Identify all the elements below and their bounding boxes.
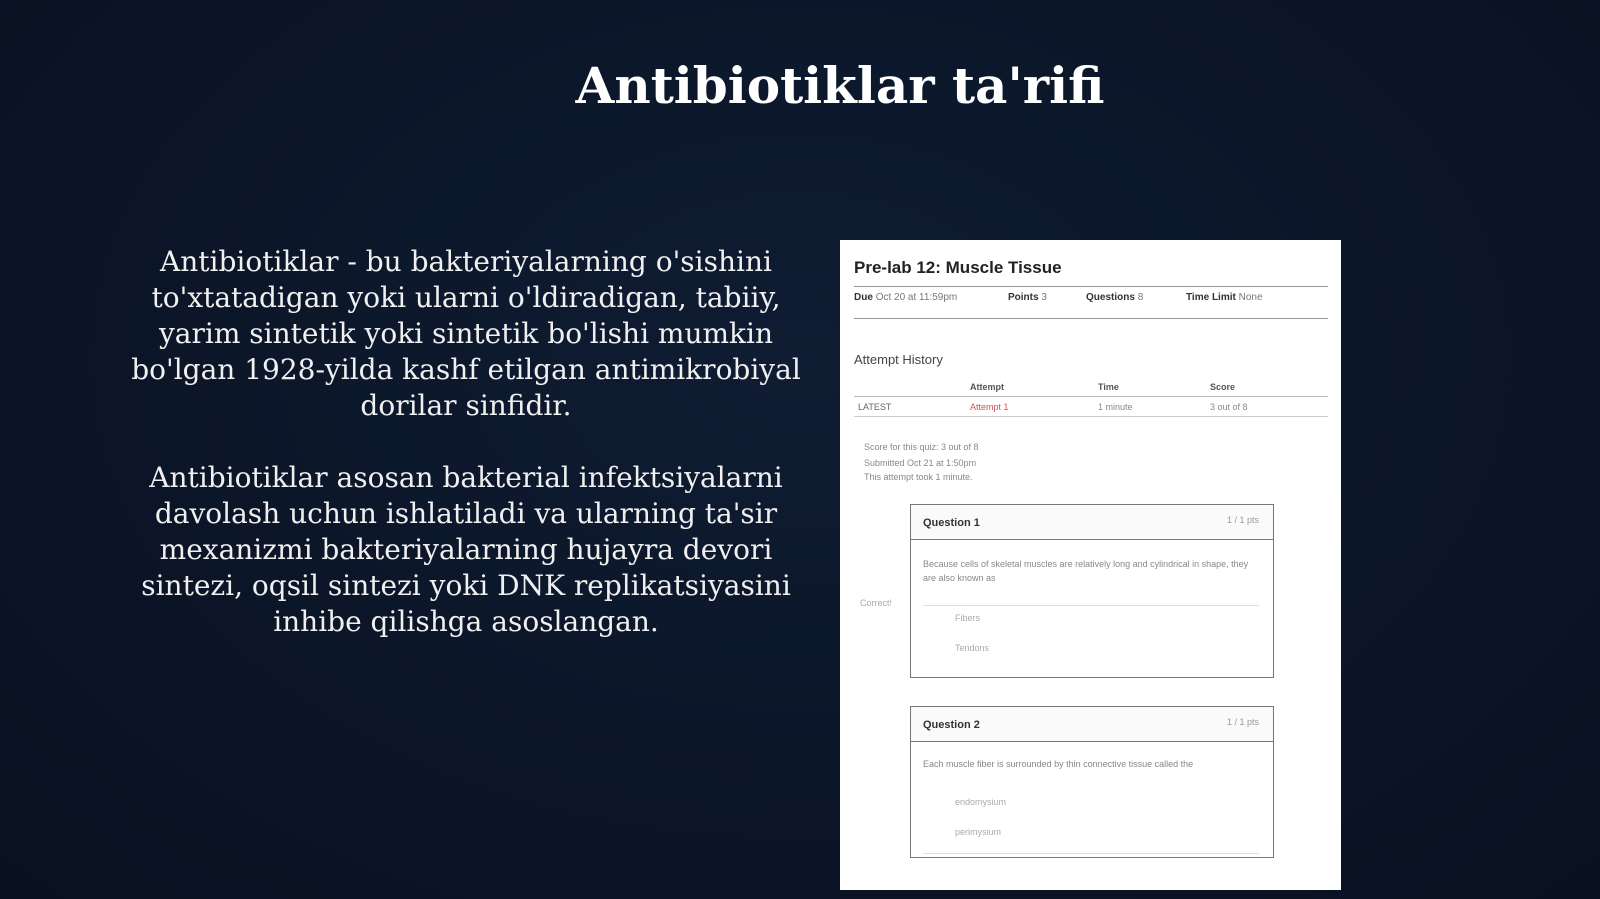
paragraph-usage: Antibiotiklar asosan bakterial infektsiyalarni davolash uchun ishlatiladi va ularning ta'sir mexanizmi bakteriyalarning hujayra devori sintezi, oqsil sintezi yoki DNK replikatsiyasini inhibe qilishga asoslangan. — [141, 461, 791, 638]
column-header-score: Score — [1210, 382, 1236, 392]
attempt-link[interactable]: Attempt 1 — [970, 402, 1009, 412]
column-header-attempt: Attempt — [970, 382, 1004, 392]
summary-submitted: Submitted Oct 21 at 1:50pm — [864, 458, 977, 468]
slide-title: Antibiotiklar ta'rifi — [575, 56, 1105, 115]
answer-option[interactable]: Fibers — [955, 613, 981, 623]
question-label: Question 1 — [923, 517, 980, 529]
paragraph-definition: Antibiotiklar - bu bakteriyalarning o'sishini to'xtatadigan yoki ularni o'ldiradigan, tabiiy, yarim sintetik yoki sintetik bo'lishi mumkin bo'lgan 1928-yilda kashf etilgan antimikrobiyal dorilar sinfidir. — [131, 245, 801, 422]
row-label: LATEST — [858, 402, 892, 412]
summary-score: Score for this quiz: 3 out of 8 — [864, 442, 979, 452]
question-label: Question 2 — [923, 719, 980, 731]
attempt-time: 1 minute — [1098, 402, 1133, 412]
question-points: 1 / 1 pts — [1226, 515, 1259, 525]
question-header — [911, 707, 1273, 742]
question-card — [910, 504, 1274, 678]
summary-duration: This attempt took 1 minute. — [864, 472, 973, 482]
question-divider — [923, 605, 1259, 606]
question-divider — [923, 853, 1259, 854]
doc-divider — [854, 286, 1328, 287]
question-points: 1 / 1 pts — [1226, 717, 1259, 727]
meta-due: Due Oct 20 at 11:59pm — [854, 292, 958, 303]
answer-option[interactable]: perimysium — [955, 827, 1002, 837]
answer-option[interactable]: Tendons — [955, 643, 990, 653]
doc-title: Pre-lab 12: Muscle Tissue — [854, 258, 1062, 277]
question-1-status: Correct! — [860, 598, 893, 608]
meta-points: Points 3 — [1008, 292, 1047, 303]
question-text: Each muscle fiber is surrounded by thin connective tissue called the — [923, 759, 1194, 769]
doc-divider — [854, 318, 1328, 319]
attempt-score: 3 out of 8 — [1210, 402, 1248, 412]
quiz-document-image — [840, 240, 1341, 890]
table-divider — [854, 416, 1328, 417]
slide-body — [128, 244, 804, 640]
column-header-time: Time — [1098, 382, 1119, 392]
meta-questions: Questions 8 — [1086, 292, 1144, 303]
attempt-history-heading: Attempt History — [854, 352, 943, 367]
meta-time-limit: Time Limit None — [1186, 292, 1263, 303]
question-text: Because cells of skeletal muscles are relatively long and cylindrical in shape, they are also known as — [923, 559, 1249, 583]
answer-option[interactable]: endomysium — [955, 797, 1007, 807]
question-card — [910, 706, 1274, 858]
question-header — [911, 505, 1273, 540]
table-divider — [854, 396, 1328, 397]
